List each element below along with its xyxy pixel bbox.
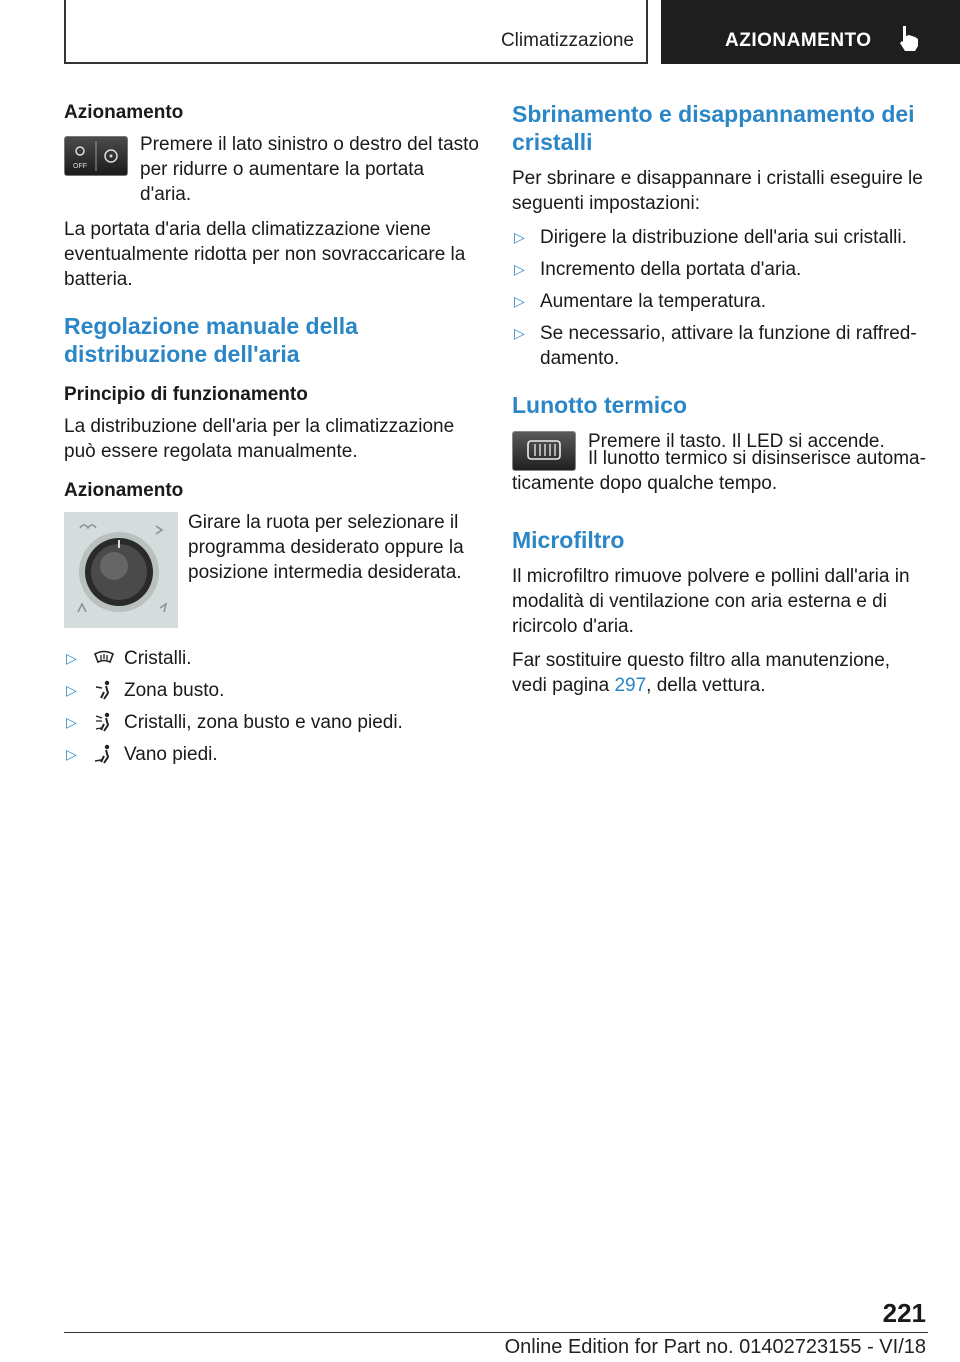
rear-defrost-icon <box>513 432 575 470</box>
bullet-triangle-icon: ▷ <box>66 682 77 698</box>
windshield-icon <box>92 648 116 668</box>
defrost-steps <box>512 225 928 371</box>
fan-icon <box>65 137 127 175</box>
step-text: Aumentare la temperatura. <box>540 291 767 312</box>
mode-label: Cristalli, zona busto e vano piedi. <box>124 712 403 733</box>
principle-heading: Principio di funzionamento <box>64 384 308 405</box>
airflow-button-row <box>64 132 480 207</box>
microfilter-heading: Microfiltro <box>512 527 625 553</box>
bullet-triangle-icon: ▷ <box>514 293 525 309</box>
footwell-icon <box>92 744 116 764</box>
step-text: Dirigere la distribuzione dell'aria sui cristalli. <box>540 227 907 248</box>
microfilter-service <box>512 648 928 698</box>
header-chapter-box <box>64 0 648 64</box>
knob-instruction: Girare la ruota per selezionare il programma desiderato oppure la posizione intermedia desiderata. <box>188 512 464 583</box>
service-text: Far sostituire questo filtro alla manutenzione, vedi pagina <box>512 650 891 696</box>
bullet-triangle-icon: ▷ <box>514 229 525 245</box>
knob-row <box>64 510 480 628</box>
airflow-button-image <box>64 136 128 176</box>
svg-text:OFF: OFF <box>73 163 87 170</box>
mode-label: Zona busto. <box>124 680 225 701</box>
mode-label: Vano piedi. <box>124 744 218 765</box>
rear-window-text-1: Premere il tasto. Il LED si accende. <box>588 431 885 452</box>
bullet-triangle-icon: ▷ <box>66 650 77 666</box>
list-item <box>512 289 928 314</box>
principle-text: La distribuzione dell'aria per la climatizzazione può essere regolata manualmente. <box>64 416 455 462</box>
page-reference-link[interactable]: 297 <box>614 675 647 696</box>
distribution-knob-image <box>64 512 178 628</box>
list-item <box>64 742 480 767</box>
rear-window-heading: Lunotto termico <box>512 392 688 418</box>
left-column <box>64 100 480 777</box>
rotary-knob-icon <box>64 512 178 628</box>
operation-text-1: Premere il lato sinistro o destro del tasto per ridurre o aumentare la portata d'aria. <box>140 134 479 205</box>
right-column <box>512 100 928 707</box>
header-section-box <box>661 0 960 64</box>
service-text-end: , della vettura. <box>646 675 766 696</box>
defrost-intro: Per sbrinare e disappannare i cristalli eseguire le seguenti impostazioni: <box>512 168 923 214</box>
page-number: 221 <box>882 1298 926 1328</box>
step-text: Se necessario, attivare la funzione di raffreddamento. <box>540 323 917 369</box>
rear-window-button-image <box>512 431 576 471</box>
list-item <box>512 225 928 250</box>
section-title: AZIONAMENTO <box>725 30 872 51</box>
list-item <box>512 321 928 371</box>
manual-distribution-heading: Regolazione manuale della distribuzione dell'aria <box>64 313 358 367</box>
windshield-body-feet-icon <box>92 712 116 732</box>
list-item <box>64 678 480 703</box>
bullet-triangle-icon: ▷ <box>514 325 525 341</box>
defrost-heading: Sbrinamento e disappannamento dei cristalli <box>512 101 915 155</box>
rear-window-text-2: Il lunotto termico si disinserisce automaticamente dopo qualche tempo. <box>512 448 926 494</box>
upper-body-icon <box>92 680 116 700</box>
operation-heading-1: Azionamento <box>64 102 184 123</box>
list-item <box>512 257 928 282</box>
mode-list <box>64 646 480 767</box>
list-item <box>64 646 480 671</box>
list-item <box>64 710 480 735</box>
bullet-triangle-icon: ▷ <box>66 714 77 730</box>
battery-note: La portata d'aria della climatizzazione viene eventualmente ridotta per non sovraccaricare la batteria. <box>64 219 466 290</box>
edition-footer: Online Edition for Part no. 01402723155 - VI/18 <box>504 1336 926 1358</box>
mode-label: Cristalli. <box>124 648 192 669</box>
step-text: Incremento della portata d'aria. <box>540 259 802 280</box>
bullet-triangle-icon: ▷ <box>66 746 77 762</box>
footer-divider <box>64 1332 928 1333</box>
bullet-triangle-icon: ▷ <box>514 261 525 277</box>
operation-heading-2: Azionamento <box>64 480 184 501</box>
chapter-title: Climatizzazione <box>500 30 634 51</box>
pointing-hand-icon <box>897 24 921 52</box>
microfilter-text: Il microfiltro rimuove polvere e pollini dall'aria in modalità di ventilazione con aria esterna e di ricircolo d'aria. <box>512 566 910 637</box>
